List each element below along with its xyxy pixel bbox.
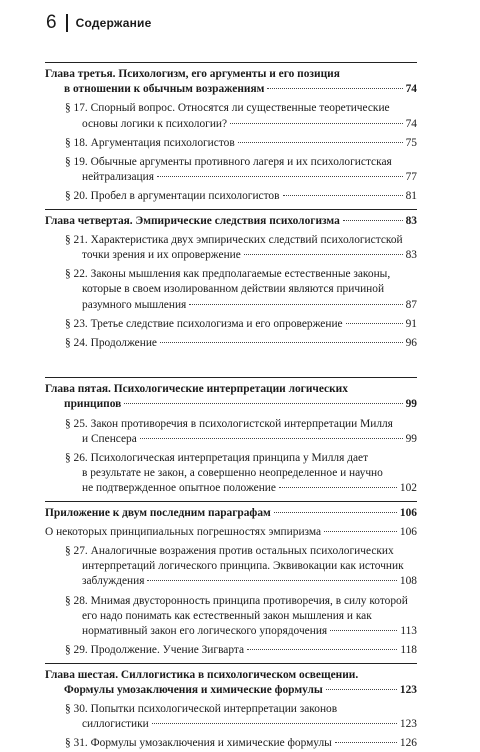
- dot-leader: [244, 253, 403, 255]
- toc-entry[interactable]: [45, 155, 417, 185]
- toc-page-number: 83: [405, 214, 417, 227]
- page-number: 6: [46, 12, 57, 33]
- divider-rule: [45, 209, 417, 210]
- dot-leader: [267, 87, 402, 89]
- toc-entry[interactable]: [45, 136, 417, 151]
- toc-entry[interactable]: [45, 336, 417, 351]
- toc-entry-title-line: § 21. Характеристика двух эмпирических следствий психологистской: [65, 233, 403, 246]
- toc-entry[interactable]: [45, 189, 417, 204]
- dot-leader: [152, 722, 397, 724]
- dot-leader: [238, 141, 403, 143]
- toc-page-number: 83: [405, 249, 417, 262]
- divider-rule: [45, 62, 417, 63]
- toc-page-number: 87: [405, 298, 417, 311]
- toc-entry-title-line: нейтрализация: [82, 171, 154, 184]
- dot-leader: [324, 530, 397, 532]
- toc-entry-title-line: Глава четвертая. Эмпирические следствия психологизма: [45, 214, 340, 227]
- toc-page-number: 99: [405, 398, 417, 411]
- toc-entry-title-line: не подтвержденное опытное положение: [82, 482, 276, 495]
- toc-chapter[interactable]: [45, 67, 417, 97]
- page-header: [46, 12, 152, 34]
- toc-entry[interactable]: [45, 702, 417, 732]
- toc-chapter[interactable]: [45, 214, 417, 229]
- toc-page-number: 106: [399, 506, 417, 519]
- dot-leader: [343, 219, 403, 221]
- toc-chapter[interactable]: [45, 506, 417, 521]
- table-of-contents: [45, 58, 417, 752]
- toc-page-number: 99: [405, 432, 417, 445]
- toc-chapter[interactable]: [45, 382, 417, 412]
- toc-entry-title-line: основы логики к психологии?: [82, 117, 228, 130]
- toc-entry-title-line: в отношении к обычным возражениям: [64, 83, 265, 96]
- toc-page-number: 74: [405, 83, 417, 96]
- toc-entry-title-line: Глава шестая. Силлогистика в психологическом освещении.: [45, 668, 359, 681]
- dot-leader: [279, 486, 397, 488]
- dot-leader: [335, 741, 397, 743]
- toc-entry[interactable]: [45, 594, 417, 640]
- toc-entry-title-line: § 24. Продолжение: [65, 337, 157, 350]
- toc-entry-title-line: Формулы умозаключения и химические формулы: [64, 683, 323, 696]
- divider-rule: [45, 501, 417, 502]
- divider-rule: [45, 663, 417, 664]
- toc-page-number: 91: [405, 317, 417, 330]
- toc-entry-title-line: § 31. Формулы умозаключения и химические формулы: [65, 737, 332, 750]
- dot-leader: [283, 194, 403, 196]
- toc-entry-title-line: Глава пятая. Психологические интерпретации логических: [45, 383, 348, 396]
- toc-entry-title-line: Приложение к двум последним параграфам: [45, 506, 271, 519]
- toc-entry-title-line: § 25. Закон противоречия в психологистской интерпретации Милля: [65, 417, 393, 430]
- spacer: [45, 351, 417, 373]
- toc-entry-title-line: § 26. Психологическая интерпретация принципа у Милля дает: [65, 452, 369, 465]
- toc-entry[interactable]: [45, 317, 417, 332]
- toc-entry[interactable]: [45, 544, 417, 590]
- toc-entry-title-line: его надо понимать как естественный закон мышления и как: [82, 609, 372, 622]
- toc-entry[interactable]: [45, 417, 417, 447]
- toc-page-number: 96: [405, 337, 417, 350]
- dot-leader: [346, 322, 403, 324]
- toc-entry-title-line: и Спенсера: [82, 432, 137, 445]
- toc-entry-title-line: Глава третья. Психологизм, его аргументы и его позиция: [45, 68, 340, 80]
- toc-entry-title-line: § 30. Попытки психологической интерпретации законов: [65, 702, 338, 715]
- dot-leader: [140, 437, 403, 439]
- dot-leader: [124, 402, 402, 404]
- toc-entry[interactable]: [45, 643, 417, 658]
- dot-leader: [330, 629, 397, 631]
- toc-page-number: 126: [399, 737, 417, 750]
- toc-entry[interactable]: [45, 233, 417, 263]
- divider-rule: [45, 377, 417, 378]
- toc-entry-title-line: § 27. Аналогичные возражения против остальных психологических: [65, 545, 394, 558]
- dot-leader: [326, 688, 397, 690]
- toc-chapter[interactable]: [45, 668, 417, 698]
- toc-entry-title-line: которые в своем изолированном действии являются причиной: [82, 283, 385, 296]
- toc-entry-title-line: О некоторых принципиальных погрешностях эмпиризма: [45, 525, 322, 538]
- toc-entry-title-line: интерпретаций логического принципа. Эквивокации как источник: [82, 560, 404, 573]
- toc-entry-title-line: § 18. Аргументация психологистов: [65, 136, 235, 149]
- toc-entry[interactable]: [45, 101, 417, 131]
- toc-entry-title-line: § 28. Мнимая двусторонность принципа противоречия, в силу которой: [65, 594, 408, 607]
- toc-entry-title-line: силлогистики: [82, 718, 149, 731]
- toc-page-number: 77: [405, 171, 417, 184]
- dot-leader: [274, 511, 397, 513]
- toc-entry[interactable]: [45, 267, 417, 313]
- toc-entry-title-line: § 22. Законы мышления как предполагаемые естественные законы,: [65, 268, 391, 281]
- toc-entry-title-line: § 20. Пробел в аргументации психологистов: [65, 190, 280, 203]
- dot-leader: [189, 303, 402, 305]
- toc-entry-title-line: в результате не закон, а совершенно неопределенное и научно: [82, 467, 383, 480]
- toc-entry-title-line: принципов: [64, 398, 122, 411]
- toc-page-number: 123: [399, 718, 417, 731]
- dot-leader: [230, 122, 403, 124]
- toc-page-number: 108: [399, 575, 417, 588]
- toc-entry-title-line: точки зрения и их опровержение: [82, 249, 241, 262]
- toc-entry[interactable]: [45, 525, 417, 540]
- dot-leader: [160, 341, 403, 343]
- toc-entry-title-line: § 23. Третье следствие психологизма и его опровержение: [65, 317, 343, 330]
- toc-page-number: 113: [400, 625, 417, 638]
- toc-entry-title-line: § 29. Продолжение. Учение Зигварта: [65, 644, 245, 657]
- toc-entry[interactable]: [45, 736, 417, 751]
- dot-leader: [147, 579, 396, 581]
- dot-leader: [157, 175, 403, 177]
- toc-entry-title-line: разумного мышления: [82, 298, 187, 311]
- toc-page-number: 74: [405, 117, 417, 130]
- toc-entry-title-line: заблуждения: [82, 575, 145, 588]
- toc-page-number: 81: [405, 190, 417, 203]
- running-title: Содержание: [75, 16, 152, 30]
- toc-page-number: 75: [405, 136, 417, 149]
- toc-entry-title-line: § 17. Спорный вопрос. Относятся ли существенные теоретические: [65, 102, 390, 115]
- toc-entry-title-line: нормативный закон его логического упорядочения: [82, 625, 328, 638]
- toc-page-number: 106: [399, 525, 417, 538]
- toc-entry[interactable]: [45, 451, 417, 497]
- toc-page-number: 123: [399, 683, 417, 696]
- toc-page-number: 118: [400, 644, 417, 657]
- header-divider: [66, 14, 68, 32]
- toc-page-number: 102: [399, 482, 417, 495]
- toc-entry-title-line: § 19. Обычные аргументы противного лагеря и их психологистская: [65, 156, 392, 169]
